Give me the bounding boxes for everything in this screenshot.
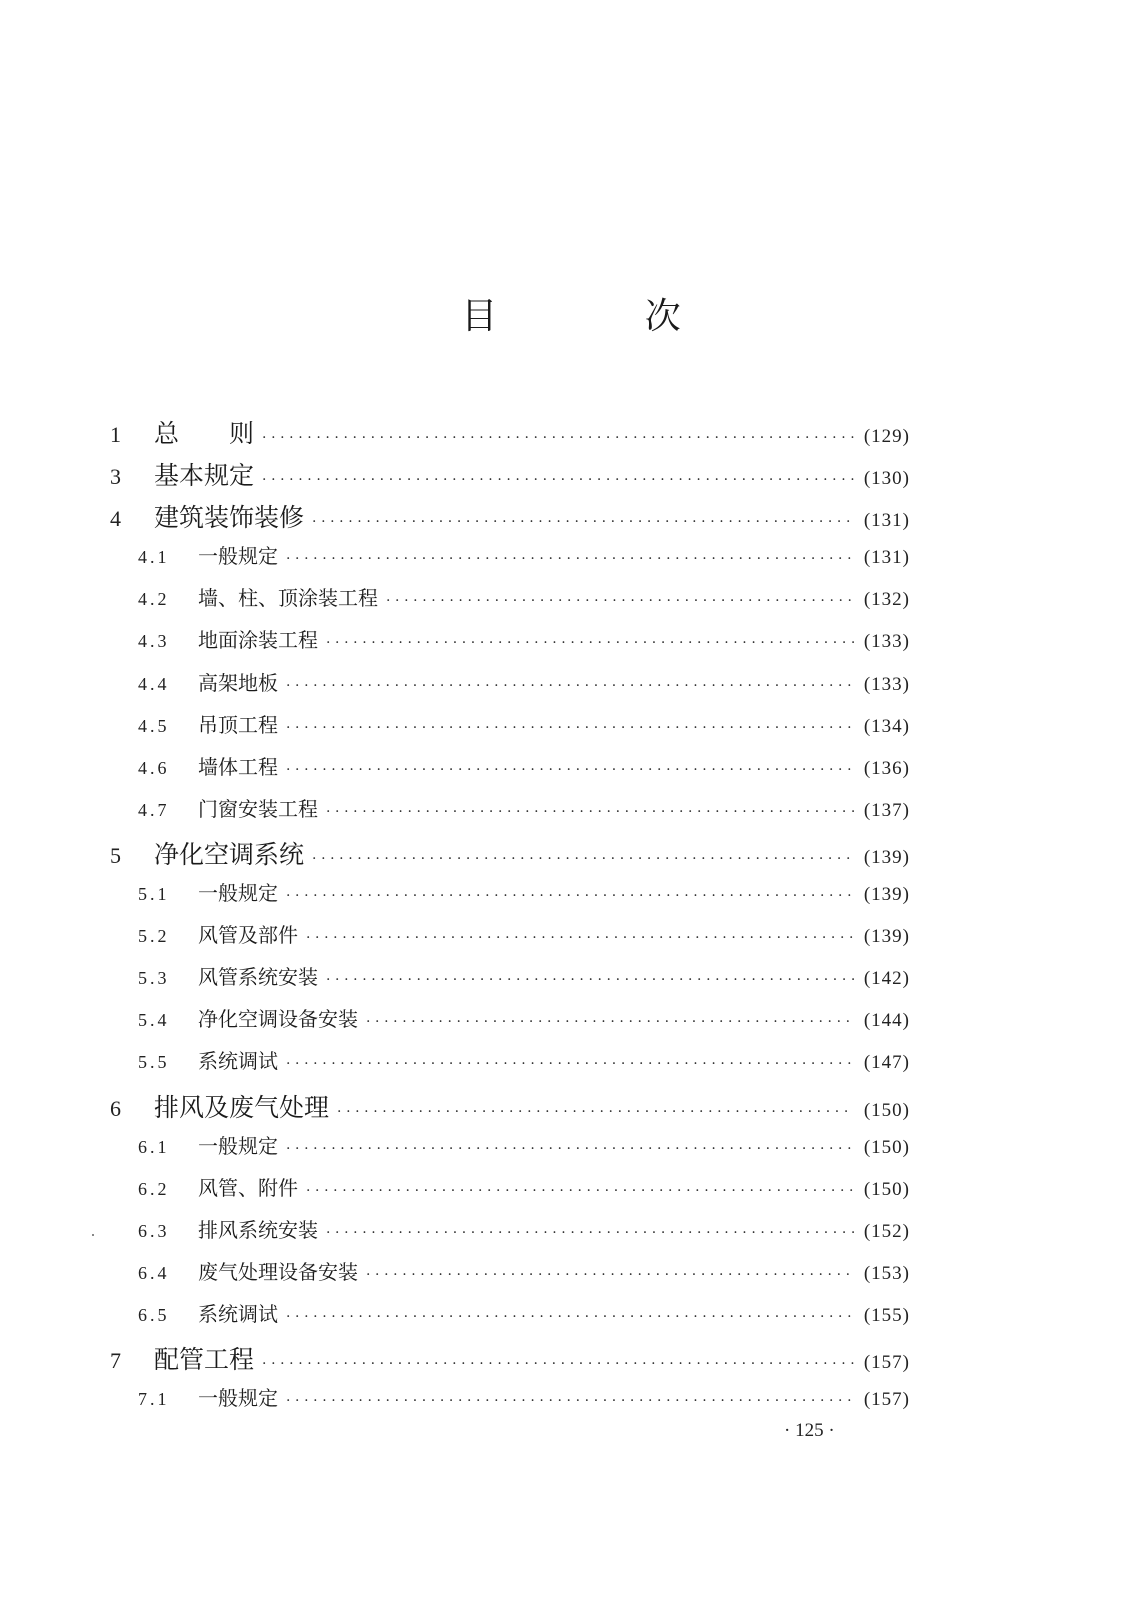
toc-entry-title: 建筑装饰装修 — [154, 503, 305, 533]
toc-leader-dots — [286, 1393, 854, 1409]
toc-entry-number: 6.3 — [138, 1220, 170, 1241]
toc-entry[interactable] — [110, 835, 910, 877]
toc-entry-title: 排风系统安装 — [198, 1217, 318, 1242]
toc-entry-title: 一般规定 — [198, 1133, 278, 1158]
table-of-contents — [110, 414, 910, 1424]
toc-leader-dots — [286, 888, 854, 904]
toc-entry-number: 6.2 — [138, 1178, 170, 1199]
toc-entry-page: (157) — [863, 1389, 910, 1411]
toc-entry-title: 地面涂装工程 — [198, 628, 318, 653]
toc-entry-title: 风管及部件 — [198, 923, 298, 948]
toc-leader-dots — [286, 762, 854, 778]
toc-entry-page: (131) — [863, 547, 910, 569]
toc-entry-title: 高架地板 — [198, 670, 278, 695]
toc-entry-number: 7 — [110, 1348, 121, 1374]
toc-leader-dots — [386, 593, 854, 609]
toc-entry-page: (150) — [863, 1178, 910, 1200]
toc-entry-number: 4 — [110, 506, 121, 532]
toc-entry-number: 3 — [110, 464, 121, 490]
toc-leader-dots — [366, 1267, 854, 1283]
page-title: 目 次 — [461, 296, 749, 337]
toc-entry[interactable] — [110, 624, 910, 666]
toc-leader-dots — [286, 551, 854, 567]
toc-entry-title: 风管系统安装 — [198, 965, 318, 990]
toc-leader-dots — [312, 514, 854, 530]
toc-entry-number: 4.2 — [138, 589, 170, 610]
toc-leader-dots — [262, 1356, 854, 1372]
toc-entry[interactable] — [110, 582, 910, 624]
toc-entry[interactable] — [110, 1256, 910, 1298]
toc-entry-page: (139) — [863, 926, 910, 948]
toc-entry-title: 废气处理设备安装 — [198, 1259, 358, 1284]
toc-entry-page: (137) — [863, 799, 910, 821]
scan-speck — [92, 1234, 94, 1236]
toc-entry[interactable] — [110, 414, 910, 456]
toc-leader-dots — [337, 1104, 854, 1120]
toc-entry-number: 6 — [110, 1095, 121, 1121]
toc-entry[interactable] — [110, 667, 910, 709]
toc-leader-dots — [306, 930, 854, 946]
toc-entry-title: 系统调试 — [198, 1049, 278, 1074]
toc-entry[interactable] — [110, 919, 910, 961]
toc-entry-page: (157) — [863, 1352, 910, 1374]
toc-entry-page: (139) — [863, 884, 910, 906]
toc-entry-title: 一般规定 — [198, 544, 278, 569]
toc-entry-number: 4.4 — [138, 673, 170, 694]
toc-entry-title: 吊顶工程 — [198, 712, 278, 737]
toc-entry-page: (130) — [863, 468, 910, 490]
toc-entry-page: (150) — [863, 1099, 910, 1121]
toc-entry-number: 6.1 — [138, 1136, 170, 1157]
toc-leader-dots — [286, 1056, 854, 1072]
toc-entry-title: 风管、附件 — [198, 1175, 298, 1200]
toc-entry[interactable] — [110, 1172, 910, 1214]
toc-entry-title: 配管工程 — [154, 1345, 255, 1375]
toc-entry[interactable] — [110, 498, 910, 540]
toc-leader-dots — [306, 1183, 854, 1199]
toc-entry-title: 门窗安装工程 — [198, 796, 318, 821]
toc-leader-dots — [262, 472, 854, 488]
toc-entry[interactable] — [110, 961, 910, 1003]
toc-entry-number: 1 — [110, 422, 121, 447]
toc-entry-title: 一般规定 — [198, 881, 278, 906]
toc-leader-dots — [286, 1141, 854, 1157]
page-number: · 125 · — [784, 1420, 835, 1441]
toc-leader-dots — [326, 635, 854, 651]
toc-leader-dots — [326, 1225, 854, 1241]
toc-entry-page: (131) — [863, 510, 910, 532]
toc-leader-dots — [366, 1014, 854, 1030]
toc-entry-page: (155) — [863, 1304, 910, 1326]
toc-entry-number: 4.3 — [138, 631, 170, 652]
toc-entry[interactable] — [110, 793, 910, 835]
toc-entry[interactable] — [110, 1045, 910, 1087]
toc-entry-title: 基本规定 — [154, 461, 255, 491]
toc-entry[interactable] — [110, 1003, 910, 1045]
toc-entry[interactable] — [110, 456, 910, 498]
toc-entry-number: 7.1 — [138, 1389, 170, 1410]
toc-entry-page: (133) — [863, 673, 910, 695]
toc-leader-dots — [312, 851, 854, 867]
toc-entry-page: (152) — [863, 1220, 910, 1242]
toc-entry-number: 5.3 — [138, 968, 170, 989]
toc-entry-number: 4.7 — [138, 799, 170, 820]
toc-entry-page: (129) — [863, 426, 910, 447]
toc-entry-number: 5.1 — [138, 884, 170, 905]
toc-entry[interactable] — [110, 1340, 910, 1382]
toc-entry-number: 4.5 — [138, 715, 170, 736]
toc-leader-dots — [286, 720, 854, 736]
toc-entry-number: 4.1 — [138, 547, 170, 568]
toc-entry[interactable] — [110, 709, 910, 751]
toc-entry[interactable] — [110, 877, 910, 919]
toc-entry-page: (153) — [863, 1262, 910, 1284]
toc-leader-dots — [326, 972, 854, 988]
toc-entry-page: (132) — [863, 589, 910, 611]
toc-entry-title: 系统调试 — [198, 1301, 278, 1326]
toc-entry-number: 5.2 — [138, 926, 170, 947]
toc-leader-dots — [286, 1309, 854, 1325]
toc-entry-title: 总 则 — [154, 419, 255, 448]
toc-entry[interactable] — [110, 1298, 910, 1340]
toc-entry-title: 净化空调设备安装 — [198, 1007, 358, 1032]
toc-entry-page: (150) — [863, 1136, 910, 1158]
toc-entry[interactable] — [110, 1382, 910, 1424]
toc-leader-dots — [286, 678, 854, 694]
toc-entry-page: (147) — [863, 1052, 910, 1074]
toc-entry-number: 4.6 — [138, 757, 170, 778]
toc-entry-page: (142) — [863, 968, 910, 990]
toc-entry[interactable] — [110, 1214, 910, 1256]
toc-entry-number: 5 — [110, 842, 121, 868]
toc-entry-page: (134) — [863, 715, 910, 737]
toc-entry-title: 墙、柱、顶涂装工程 — [198, 586, 378, 611]
toc-entry[interactable] — [110, 1130, 910, 1172]
toc-entry-page: (133) — [863, 631, 910, 653]
toc-entry[interactable] — [110, 540, 910, 582]
toc-entry-title: 墙体工程 — [198, 754, 278, 779]
toc-entry-number: 5.5 — [138, 1052, 170, 1073]
toc-entry-title: 净化空调系统 — [154, 839, 305, 869]
toc-entry-number: 5.4 — [138, 1010, 170, 1031]
toc-entry-title: 一般规定 — [198, 1386, 278, 1411]
toc-entry-title: 排风及废气处理 — [154, 1092, 330, 1122]
toc-leader-dots — [262, 430, 854, 446]
toc-entry[interactable] — [110, 751, 910, 793]
toc-entry-number: 6.4 — [138, 1262, 170, 1283]
toc-entry-number: 6.5 — [138, 1304, 170, 1325]
toc-entry-page: (139) — [863, 846, 910, 868]
toc-leader-dots — [326, 804, 854, 820]
toc-entry-page: (144) — [863, 1010, 910, 1032]
toc-entry-page: (136) — [863, 757, 910, 779]
toc-entry[interactable] — [110, 1088, 910, 1130]
